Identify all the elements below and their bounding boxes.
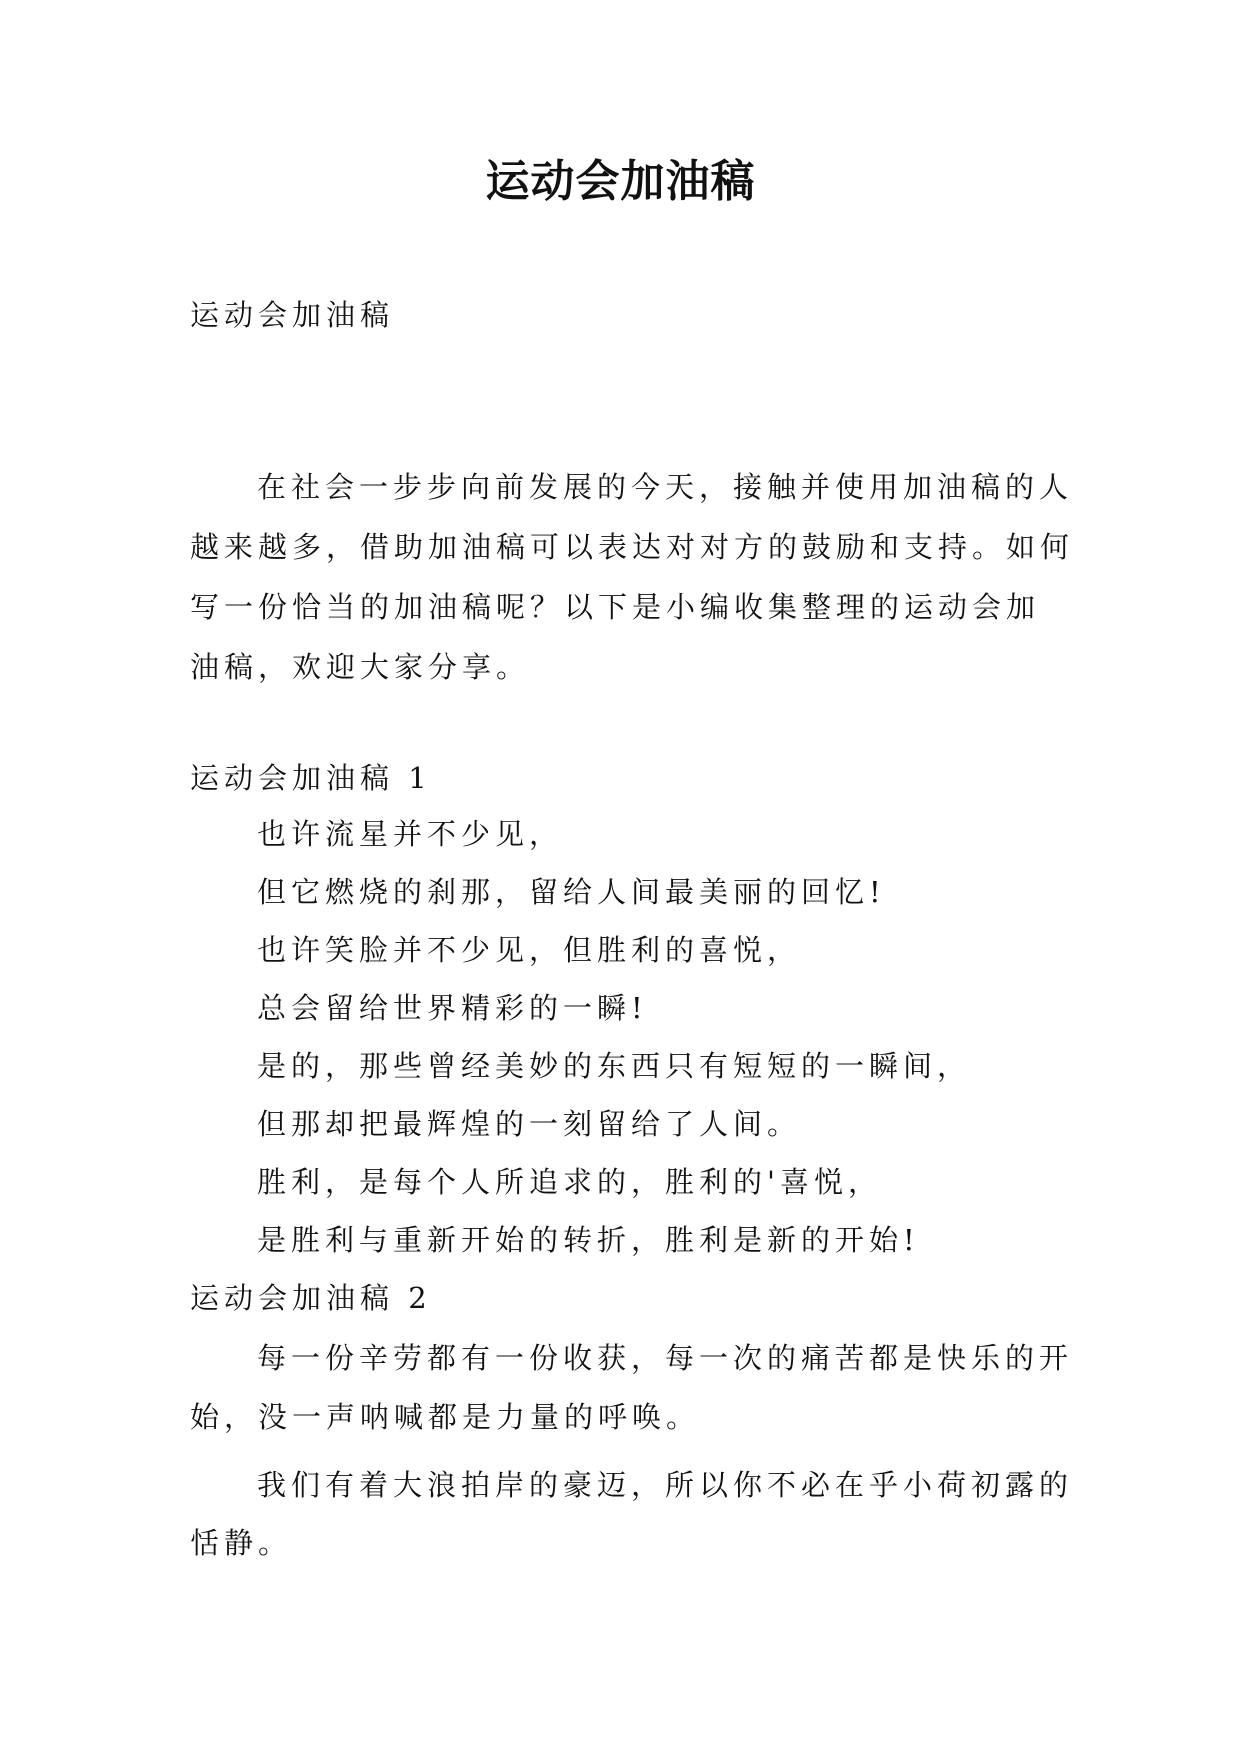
intro-line: 在社会一步步向前发展的今天，接触并使用加油稿的人 xyxy=(257,470,1074,504)
poem-line: 也许笑脸并不少见，但胜利的喜悦， xyxy=(257,933,802,967)
intro-line: 越来越多，借助加油稿可以表达对对方的鼓励和支持。如何 xyxy=(190,530,1075,564)
poem-line: 是胜利与重新开始的转折，胜利是新的开始! xyxy=(257,1223,920,1257)
section-heading-1: 运动会加油稿 1 xyxy=(190,761,432,795)
document-subtitle: 运动会加油稿 xyxy=(190,298,395,332)
paragraph-line: 我们有着大浪拍岸的豪迈，所以你不必在乎小荷初露的 xyxy=(257,1468,1074,1502)
paragraph-line: 始，没一声呐喊都是力量的呼唤。 xyxy=(190,1400,701,1434)
poem-line: 也许流星并不少见， xyxy=(257,817,564,851)
intro-line: 写一份恰当的加油稿呢？以下是小编收集整理的运动会加 xyxy=(190,590,1041,624)
poem-line: 但它燃烧的刹那，留给人间最美丽的回忆! xyxy=(257,875,886,909)
intro-line: 油稿，欢迎大家分享。 xyxy=(190,650,531,684)
poem-line: 但那却把最辉煌的一刻留给了人间。 xyxy=(257,1107,802,1141)
poem-line: 总会留给世界精彩的一瞬! xyxy=(257,991,648,1025)
paragraph-line: 恬静。 xyxy=(190,1526,293,1560)
poem-line: 是的，那些曾经美妙的东西只有短短的一瞬间， xyxy=(257,1049,972,1083)
poem-line: 胜利，是每个人所追求的，胜利的'喜悦， xyxy=(257,1165,882,1199)
document-title: 运动会加油稿 xyxy=(485,156,756,207)
section-heading-2: 运动会加油稿 2 xyxy=(190,1281,432,1315)
paragraph-line: 每一份辛劳都有一份收获，每一次的痛苦都是快乐的开 xyxy=(257,1341,1074,1375)
